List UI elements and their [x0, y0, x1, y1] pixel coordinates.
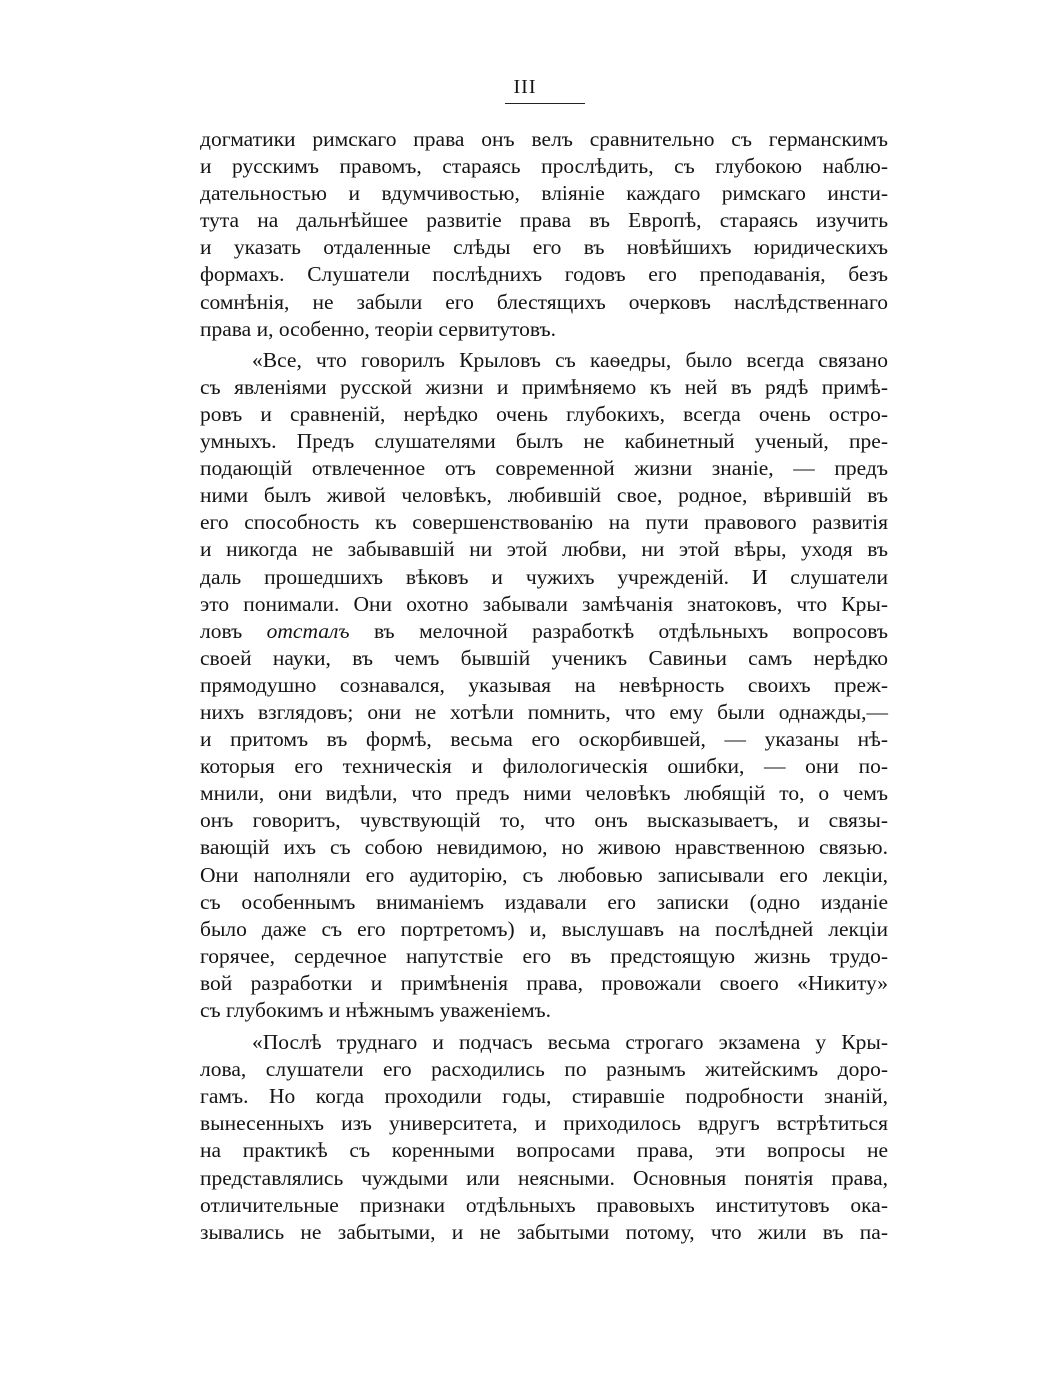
text-line: права и, особенно, теоріи сервитутовъ.: [200, 316, 557, 341]
page-number: III: [513, 76, 537, 98]
text-line: «Все, что говорилъ Крыловъ съ каѳедры, было всегда связано: [252, 347, 888, 372]
header-rule: [505, 103, 585, 104]
text-line: вой разработки и примѣненія права, провожали своего «Никиту»: [200, 970, 888, 995]
text-line: догматики римскаго права онъ велъ сравнительно съ германскимъ: [200, 127, 888, 151]
text-line: гамъ. Но когда проходили годы, стиравшіе подробности знаній,: [200, 1084, 888, 1109]
text-line: съ явленіями русской жизни и примѣняемо къ ней въ рядѣ примѣ-: [200, 374, 888, 399]
text-line: сомнѣнія, не забыли его блестящихъ очерковъ наслѣдственнаго: [200, 289, 888, 314]
paragraph: [200, 1029, 888, 1246]
text-line: которыя его техническія и филологическія ошибки, — они по-: [200, 754, 888, 779]
text-line: мнили, они видѣли, что предъ ними человѣкъ любящій то, о чемъ: [200, 781, 888, 806]
text-line: ровъ и сравненій, нерѣдко очень глубокихъ, всегда очень остро-: [200, 401, 888, 426]
text-line: вающій ихъ съ собою невидимою, но живою нравственною связью.: [200, 835, 888, 860]
text-line: его способность къ совершенствованію на пути правового развитія: [200, 510, 888, 535]
text-line: было даже съ его портретомъ) и, выслушавъ на послѣдней лекціи: [200, 916, 888, 941]
text-line: это понимали. Они охотно забывали замѣчанія знатоковъ, что Кры-: [200, 591, 888, 616]
text-line: умныхъ. Предъ слушателями былъ не кабинетный ученый, пре-: [200, 429, 888, 454]
text-line: на практикѣ съ коренными вопросами права, эти вопросы не: [200, 1138, 888, 1163]
text-line: и указать отдаленные слѣды его въ новѣйшихъ юридическихъ: [200, 235, 888, 260]
text-line: нихъ взглядовъ; они не хотѣли помнить, что ему были однажды,—: [200, 699, 888, 724]
text-line: даль прошедшихъ вѣковъ и чужихъ учрежденій. И слушатели: [200, 564, 888, 589]
text-line: представлялись чуждыми или неясными. Основныя понятія права,: [200, 1165, 888, 1190]
paragraph: [200, 347, 888, 1024]
text-line: зывались не забытыми, и не забытыми потому, что жили въ па-: [200, 1219, 888, 1244]
text-line: горячее, сердечное напутствіе его въ предстоящую жизнь трудо-: [200, 943, 888, 968]
text-body: [200, 126, 888, 1246]
text-line: Они наполняли его аудиторію, съ любовью записывали его лекціи,: [200, 862, 888, 887]
text-line: дательностью и вдумчивостью, вліяніе каждаго римскаго инсти-: [200, 181, 888, 206]
text-line: отличительные признаки отдѣльныхъ правовыхъ институтовъ ока-: [200, 1192, 888, 1217]
text-line: съ особеннымъ вниманіемъ издавали его записки (одно изданіе: [200, 889, 888, 914]
text-line: онъ говоритъ, чувствующій то, что онъ высказываетъ, и связы-: [200, 808, 888, 833]
paragraph: [200, 126, 888, 343]
emphasized-word: отсталъ: [266, 618, 350, 643]
text-line: подающій отвлеченное отъ современной жизни знаніе, — предъ: [200, 456, 888, 481]
text-line: формахъ. Слушатели послѣднихъ годовъ его преподаванія, безъ: [200, 262, 888, 287]
text-line: прямодушно сознавался, указывая на невѣрность своихъ преж-: [200, 672, 888, 697]
text-line: вынесенныхъ изъ университета, и приходилось вдругъ встрѣтиться: [200, 1111, 888, 1136]
text-line: лова, слушатели его расходились по разнымъ житейскимъ доро-: [200, 1057, 888, 1082]
text-line: своей науки, въ чемъ бывшій ученикъ Савиньи самъ нерѣдко: [200, 645, 888, 670]
text-line: «Послѣ труднаго и подчасъ весьма строгаго экзамена у Кры-: [252, 1030, 888, 1055]
text-line: тута на дальнѣйшее развитіе права въ Европѣ, стараясь изучить: [200, 208, 888, 233]
text-line: и никогда не забывавшій ни этой любви, ни этой вѣры, уходя въ: [200, 537, 888, 562]
text-line: и русскимъ правомъ, стараясь прослѣдить, съ глубокою наблю-: [200, 154, 888, 179]
text-line: съ глубокимъ и нѣжнымъ уваженіемъ.: [200, 998, 552, 1022]
text-line: и притомъ въ формѣ, весьма его оскорбившей, — указаны нѣ-: [200, 727, 888, 752]
text-line: ловъ отсталъ въ мелочной разработкѣ отдѣльныхъ вопросовъ: [200, 618, 888, 643]
text-line: ними былъ живой человѣкъ, любившій свое, родное, вѣрившій въ: [200, 483, 888, 508]
